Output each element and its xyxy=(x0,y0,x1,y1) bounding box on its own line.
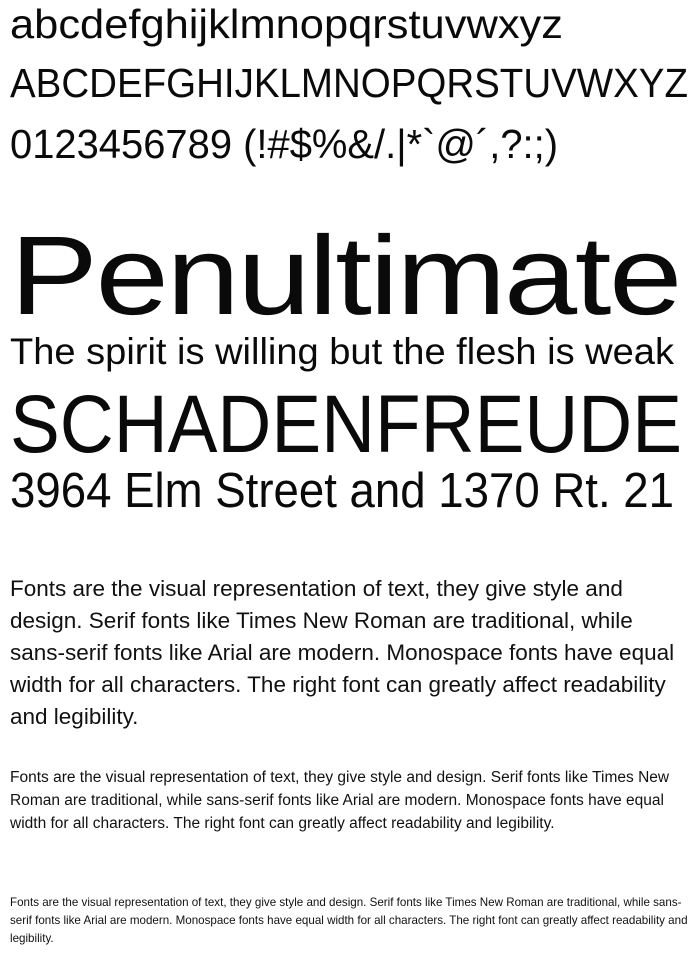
caps-word: SCHADENFREUDE xyxy=(10,379,682,470)
display-word: Penultimate xyxy=(10,213,680,338)
paragraph-large: Fonts are the visual representation of text, they give style and design. Serif fonts like Times New Roman are traditional, while sans-serif fonts like Arial are modern. Monospace fonts have equal width for all characters. The right font can greatly affect readability and legibility. xyxy=(10,576,675,729)
sample-phrase: The spirit is willing but the flesh is weak xyxy=(10,331,674,372)
paragraph-small: Fonts are the visual representation of text, they give style and design. Serif fonts like Times New Roman are traditional, while sans-serif fonts like Arial are modern. Monospace fonts have equal width for all characters. The right font can greatly affect readability and legibility. xyxy=(10,896,688,945)
uppercase-alphabet: ABCDEFGHIJKLMNOPQRSTUVWXYZ xyxy=(10,60,688,106)
lowercase-alphabet: abcdefghijklmnopqrstuvwxyz xyxy=(10,1,563,47)
digits-and-symbols: 0123456789 (!#$%&/.|*`@´,?:;) xyxy=(10,121,558,167)
sample-address: 3964 Elm Street and 1370 Rt. 21 xyxy=(10,464,674,518)
paragraph-medium: Fonts are the visual representation of text, they give style and design. Serif fonts like Times New Roman are traditional, while sans-serif fonts like Arial are modern. Monospace fonts have equal width for all characters. The right font can greatly affect readability and legibility. xyxy=(10,769,670,832)
